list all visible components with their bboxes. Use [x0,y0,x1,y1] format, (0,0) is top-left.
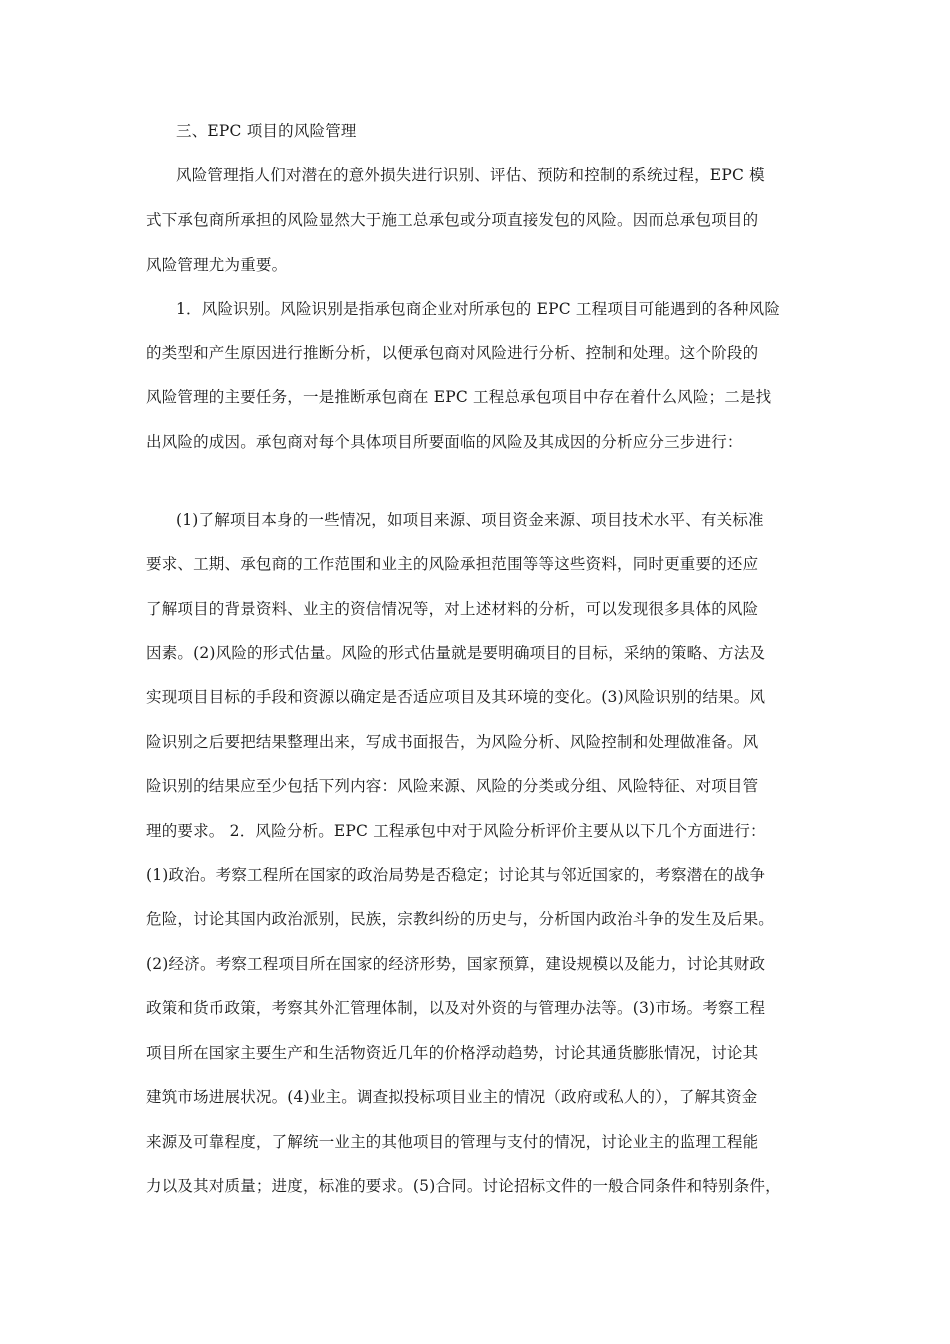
paragraph-line: 风险管理尤为重要。 [146,256,288,274]
paragraph-line: 风险管理的主要任务，一是推断承包商在 EPC 工程总承包项目中存在着什么风险；二是找 [146,388,772,406]
paragraph-line: 风险管理指人们对潜在的意外损失进行识别、评估、预防和控制的系统过程，EPC 模 [176,166,765,184]
paragraph-line: 因素。(2)风险的形式估量。风险的形式估量就是要明确项目的目标，采纳的策略、方法及 [146,644,766,662]
paragraph-line: 政策和货币政策，考察其外汇管理体制，以及对外资的与管理办法等。(3)市场。考察工程 [146,999,766,1017]
paragraph-line: 了解项目的背景资料、业主的资信情况等，对上述材料的分析，可以发现很多具体的风险 [146,600,759,618]
paragraph-line: 的类型和产生原因进行推断分析，以便承包商对风险进行分析、控制和处理。这个阶段的 [146,344,759,362]
paragraph-line: 险识别之后要把结果整理出来，写成书面报告，为风险分析、风险控制和处理做准备。风 [146,733,759,751]
paragraph-line: 建筑市场进展状况。(4)业主。调查拟投标项目业主的情况（政府或私人的），了解其资金 [146,1088,758,1106]
paragraph-line: 危险，讨论其国内政治派别，民族，宗教纠纷的历史与，分析国内政治斗争的发生及后果。 [146,910,775,928]
paragraph-line: 1．风险识别。风险识别是指承包商企业对所承包的 EPC 工程项目可能遇到的各种风险 [176,300,781,318]
paragraph-line: 险识别的结果应至少包括下列内容：风险来源、风险的分类或分组、风险特征、对项目管 [146,777,759,795]
paragraph-line: 力以及其对质量；进度，标准的要求。(5)合同。讨论招标文件的一般合同条件和特别条件， [146,1177,781,1195]
paragraph-line: 实现项目目标的手段和资源以确定是否适应项目及其环境的变化。(3)风险识别的结果。风 [146,688,766,706]
paragraph-line: (1)政治。考察工程所在国家的政治局势是否稳定；讨论其与邻近国家的，考察潜在的战争 [146,866,766,884]
paragraph-line: 式下承包商所承担的风险显然大于施工总承包或分项直接发包的风险。因而总承包项目的 [146,211,759,229]
paragraph-line: 要求、工期、承包商的工作范围和业主的风险承担范围等等这些资料，同时更重要的还应 [146,555,759,573]
paragraph-line: 出风险的成因。承包商对每个具体项目所要面临的风险及其成因的分析应分三步进行： [146,433,743,451]
section-heading: 三、EPC 项目的风险管理 [176,122,357,140]
paragraph-line: 理的要求。 2．风险分析。EPC 工程承包中对于风险分析评价主要从以下几个方面进行： [146,822,766,840]
paragraph-line: (2)经济。考察工程项目所在国家的经济形势，国家预算，建设规模以及能力，讨论其财政 [146,955,766,973]
paragraph-line: 来源及可靠程度，了解统一业主的其他项目的管理与支付的情况，讨论业主的监理工程能 [146,1133,759,1151]
paragraph-line: 项目所在国家主要生产和生活物资近几年的价格浮动趋势，讨论其通货膨胀情况，讨论其 [146,1044,759,1062]
paragraph-line: (1)了解项目本身的一些情况，如项目来源、项目资金来源、项目技术水平、有关标准 [176,511,764,529]
